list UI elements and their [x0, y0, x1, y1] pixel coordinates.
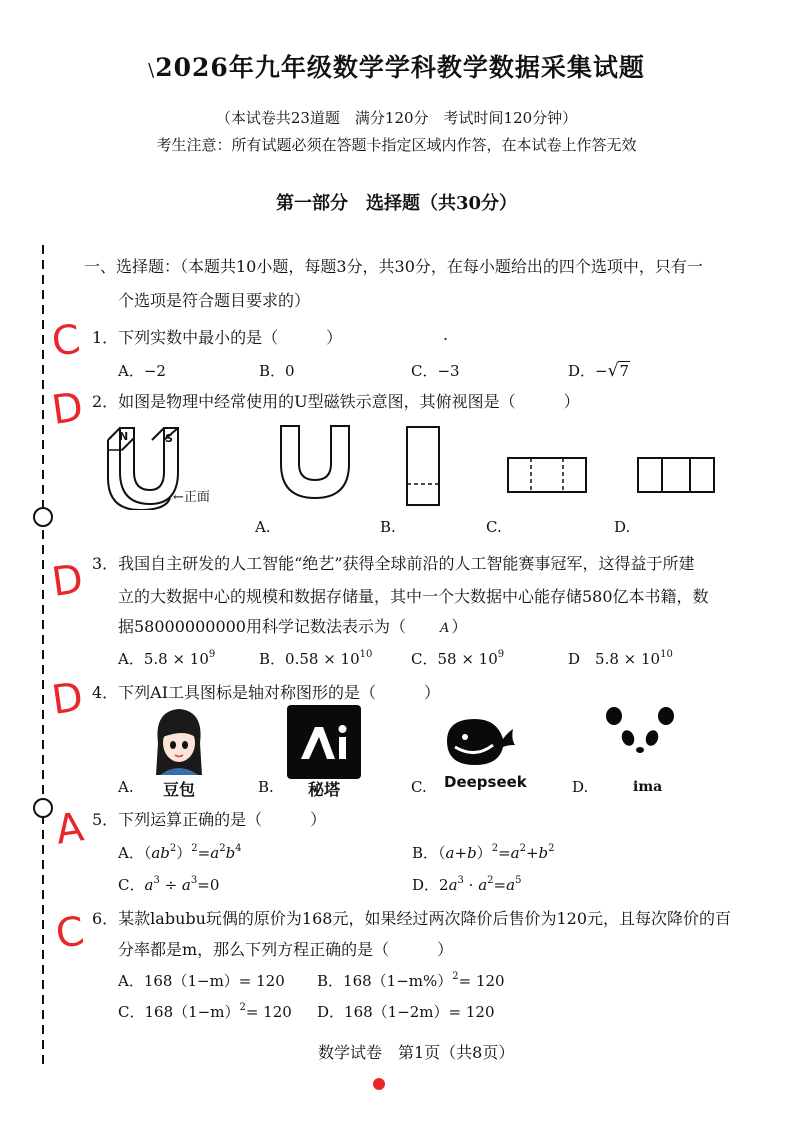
q6-line1: 6．某款labubu玩偶的原价为168元，如果经过两次降价后售价为120元，且每次降价的百 — [92, 909, 732, 928]
q6-option-c: C．$168(1-m)^2= 120$ — [118, 1002, 292, 1021]
mita-logo — [287, 705, 361, 779]
q3-answer-mark: D — [48, 556, 86, 606]
q1-dot: . — [443, 325, 449, 344]
section-heading-line1: 一、选择题：（本题共10小题，每题3分，共30分，在每小题给出的四个选项中，只有一 — [84, 257, 703, 276]
q2-option-c-figure — [505, 455, 589, 495]
q4-name-b: 秘塔 — [308, 780, 341, 799]
q2-option-b-figure — [404, 424, 442, 508]
magnet-s-label: S — [165, 432, 173, 445]
q2-answer-mark: D — [48, 384, 86, 434]
q4-label-c: C. — [411, 778, 427, 796]
exam-subtitle: （本试卷共23道题 满分120分 考试时间120分钟） — [215, 109, 578, 127]
q4-name-c: Deepseek — [444, 773, 527, 791]
q4-answer-mark: D — [48, 674, 86, 724]
q5-option-c: C．$a^3 \div a^3=0$ — [118, 875, 220, 894]
q1-option-c: C．−3 — [411, 362, 460, 380]
q4-stem: 4．下列AI工具图标是轴对称图形的是（ ） — [92, 683, 441, 702]
q4-label-b: B. — [258, 778, 274, 796]
q4-name-a: 豆包 — [163, 780, 196, 799]
page-footer: 数学试卷 第1页（共8页） — [318, 1043, 515, 1062]
q2-label-c: C. — [486, 518, 502, 536]
q3-line3: 据58000000000用科学记数法表示为（ A ） — [118, 617, 468, 636]
q5-option-b: B．$(a+b)^2=a^2+b^2$ — [412, 843, 555, 862]
q6-answer-mark: C — [52, 908, 88, 958]
q3-line2: 立的大数据中心的规模和数据存储量，其中一个大数据中心能存储580亿本书籍，数 — [118, 587, 709, 606]
q5-answer-mark: A — [52, 804, 87, 854]
q1-answer-mark: C — [48, 316, 84, 366]
ima-logo — [604, 704, 676, 756]
q3-option-c: C．$58 \times 10^9$ — [411, 649, 505, 668]
q6-option-b: B．$168(1-m\%)^2= 120$ — [317, 971, 505, 990]
q6-option-d: D．168（1−2m）= 120 — [317, 1003, 495, 1021]
q4-label-a: A. — [118, 778, 134, 796]
title-mark: \ — [148, 60, 156, 81]
q3-option-a: A．$5.8 \times 10^9$ — [118, 649, 216, 668]
q1-option-a: A．−2 — [118, 362, 166, 380]
q2-label-b: B. — [380, 518, 396, 536]
q1-stem: 1．下列实数中最小的是（ ） — [92, 328, 343, 347]
q3-option-b: B．$0.58 \times 10^{10}$ — [259, 649, 373, 668]
magnet-front-label: ←正面 — [173, 490, 210, 505]
red-dot — [373, 1078, 385, 1090]
q4-label-d: D. — [572, 778, 589, 796]
q2-stem: 2．如图是物理中经常使用的U型磁铁示意图，其俯视图是（ ） — [92, 392, 580, 411]
section-heading-line2: 个选项是符合题目要求的） — [118, 291, 311, 310]
q2-label-d: D. — [614, 518, 631, 536]
exam-notice: 考生注意：所有试题必须在答题卡指定区域内作答，在本试卷上作答无效 — [156, 136, 637, 154]
q2-label-a: A. — [255, 518, 271, 536]
doubao-logo — [150, 703, 208, 779]
q3-scribble: A — [439, 621, 450, 636]
q5-option-a: A．$(ab^2)^2=a^2b^4$ — [118, 843, 242, 862]
q2-option-d-figure — [635, 455, 719, 495]
q6-option-a: A．168（1−m）= 120 — [118, 972, 285, 990]
q6-line2: 分率都是m，那么下列方程正确的是（ ） — [118, 940, 454, 959]
q1-option-b: B．0 — [259, 362, 295, 380]
q2-option-a-figure — [277, 422, 353, 502]
page-title: \2026年九年级数学学科教学数据采集试题 — [148, 53, 645, 82]
binding-line — [30, 245, 60, 1065]
q3-option-d: D $5.8 \times 10^{10}$ — [568, 649, 673, 668]
q4-name-d: ima — [633, 779, 663, 795]
q5-option-d: D．$2a^3 \cdot a^2=a^5$ — [412, 875, 522, 894]
q3-line1: 3．我国自主研发的人工智能“绝艺”获得全球前沿的人工智能赛事冠军，这得益于所建 — [92, 554, 695, 573]
q1-option-d: D．−√7 — [568, 361, 629, 381]
magnet-n-label: N — [119, 430, 129, 443]
part-heading: 第一部分 选择题（共30分） — [275, 193, 518, 214]
deepseek-logo — [441, 711, 523, 769]
q5-stem: 5．下列运算正确的是（ ） — [92, 810, 327, 829]
